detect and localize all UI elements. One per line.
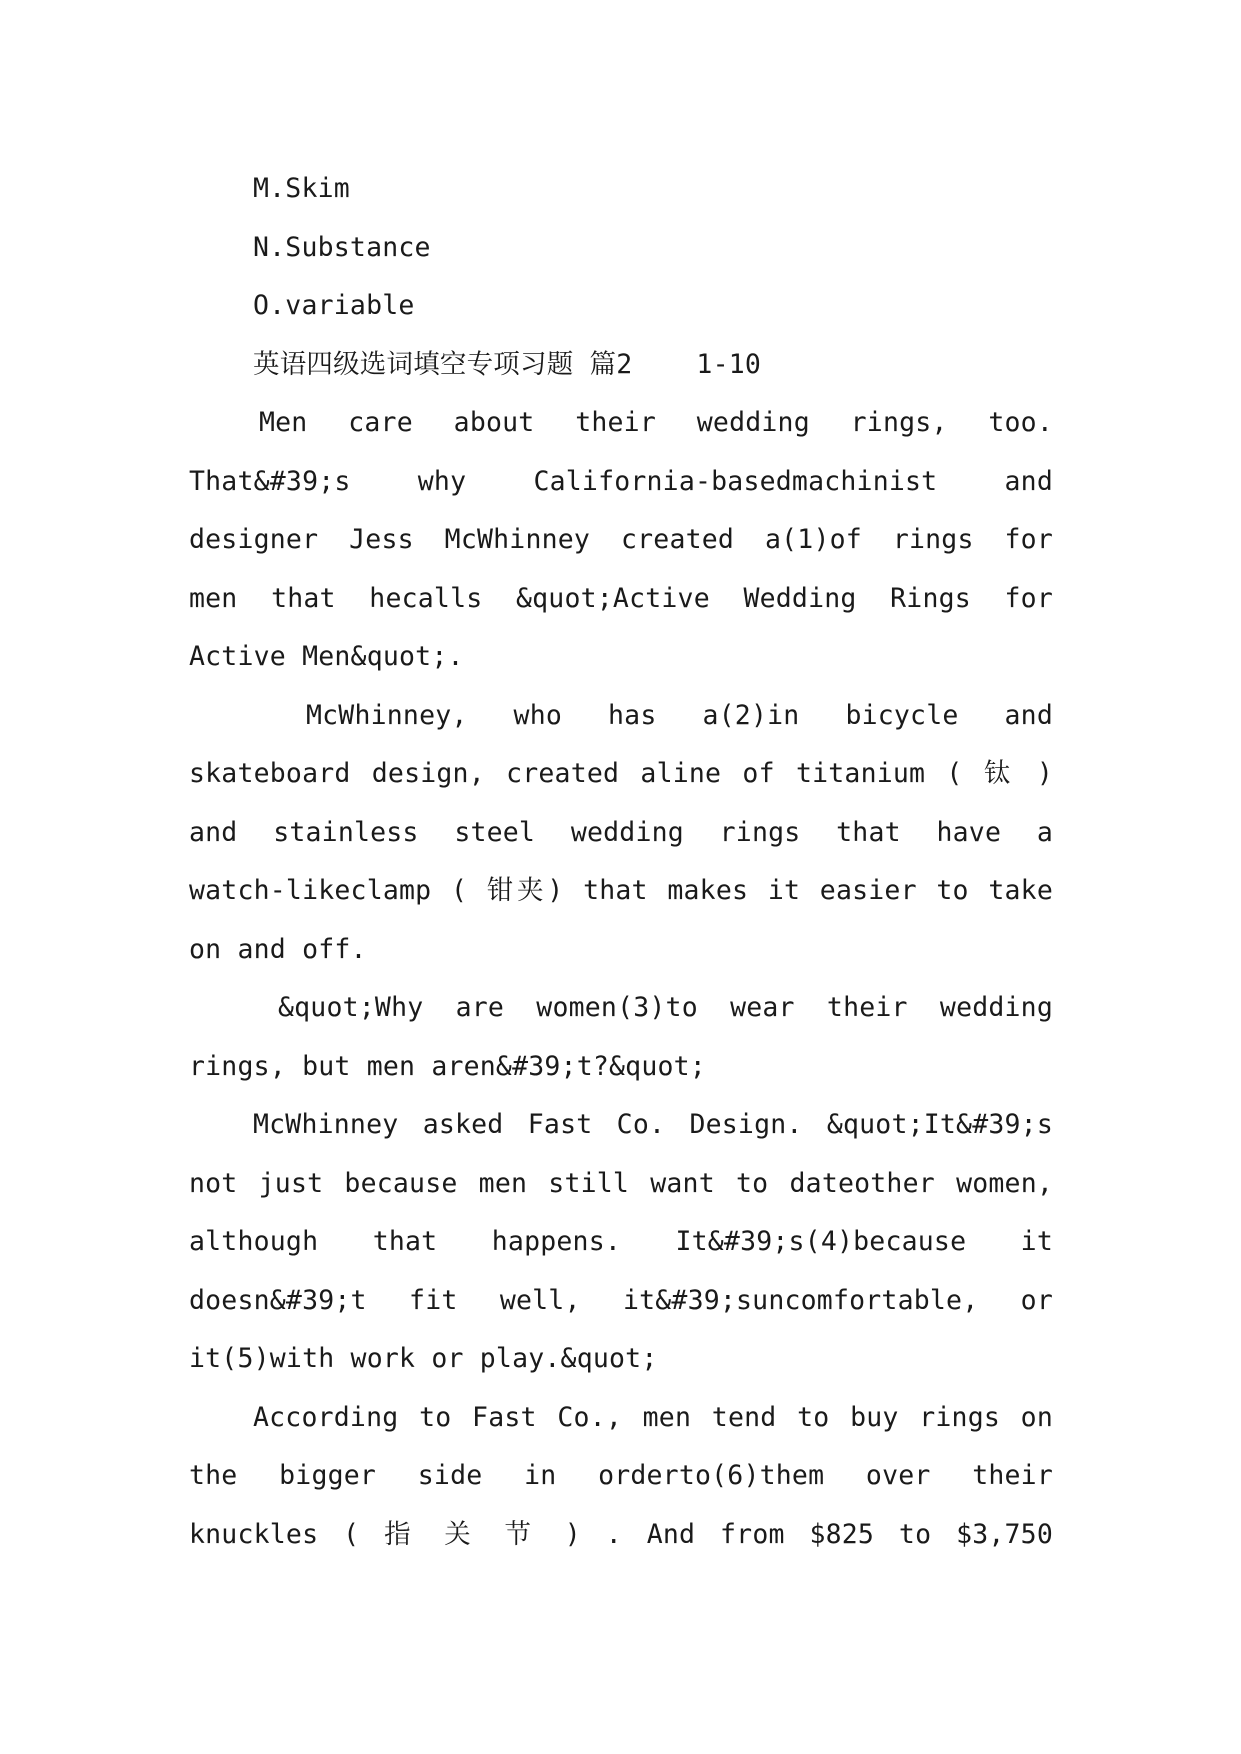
paragraph-4-line-1: McWhinney asked Fast Co. Design. &quot;It&#39;s — [253, 1109, 1053, 1140]
paragraph-1-line-1: Men care about their wedding rings, too. — [259, 407, 1053, 438]
paragraph-2-line-3: and stainless steel wedding rings that have a — [189, 816, 1053, 848]
paragraph-1-line-5: Active Men&quot;. — [189, 641, 464, 672]
paragraph-2-line-4: watch-likeclamp ( 钳夹) that makes it easier to take — [189, 875, 1053, 906]
paragraph-2-line-5: on and off. — [189, 933, 367, 965]
option-o: O.variable — [253, 290, 415, 321]
paragraph-5-line-3: knuckles ( 指 关 节 ) . And from $825 to $3,750 — [189, 1518, 1053, 1550]
paragraph-1-line-3: designer Jess McWhinney created a(1)of rings for — [189, 524, 1053, 555]
paragraph-2-line-1: McWhinney, who has a(2)in bicycle and — [306, 699, 1053, 731]
document-body — [189, 160, 1053, 1564]
paragraph-5-line-1: According to Fast Co., men tend to buy rings on — [253, 1401, 1053, 1433]
section-heading — [189, 336, 1053, 395]
paragraph-1-line-2: That&#39;s why California-basedmachinist and — [189, 465, 1053, 497]
paragraph-5-line-2: the bigger side in orderto(6)them over their — [189, 1460, 1053, 1491]
paragraph-4-line-2: not just because men still want to dateother women, — [189, 1167, 1053, 1199]
paragraph-4-line-4: doesn&#39;t fit well, it&#39;suncomfortable, or — [189, 1284, 1053, 1316]
paragraph-4-line-3: although that happens. It&#39;s(4)because it — [189, 1226, 1053, 1257]
paragraph-1-line-4: men that hecalls &quot;Active Wedding Rings for — [189, 582, 1053, 614]
paragraph-4-line-5: it(5)with work or play.&quot; — [189, 1343, 658, 1374]
option-m: M.Skim — [253, 173, 350, 204]
section-title: 英语四级选词填空专项习题 篇2 — [253, 348, 633, 380]
section-range: 1-10 — [696, 348, 762, 380]
paragraph-2-line-2: skateboard design, created aline of titanium ( 钛 ) — [189, 758, 1053, 789]
paragraph-3-line-1: &quot;Why are women(3)to wear their wedding — [278, 992, 1053, 1023]
paragraph-3-line-2: rings, but men aren&#39;t?&quot; — [189, 1050, 706, 1082]
option-n: N.Substance — [253, 231, 431, 263]
